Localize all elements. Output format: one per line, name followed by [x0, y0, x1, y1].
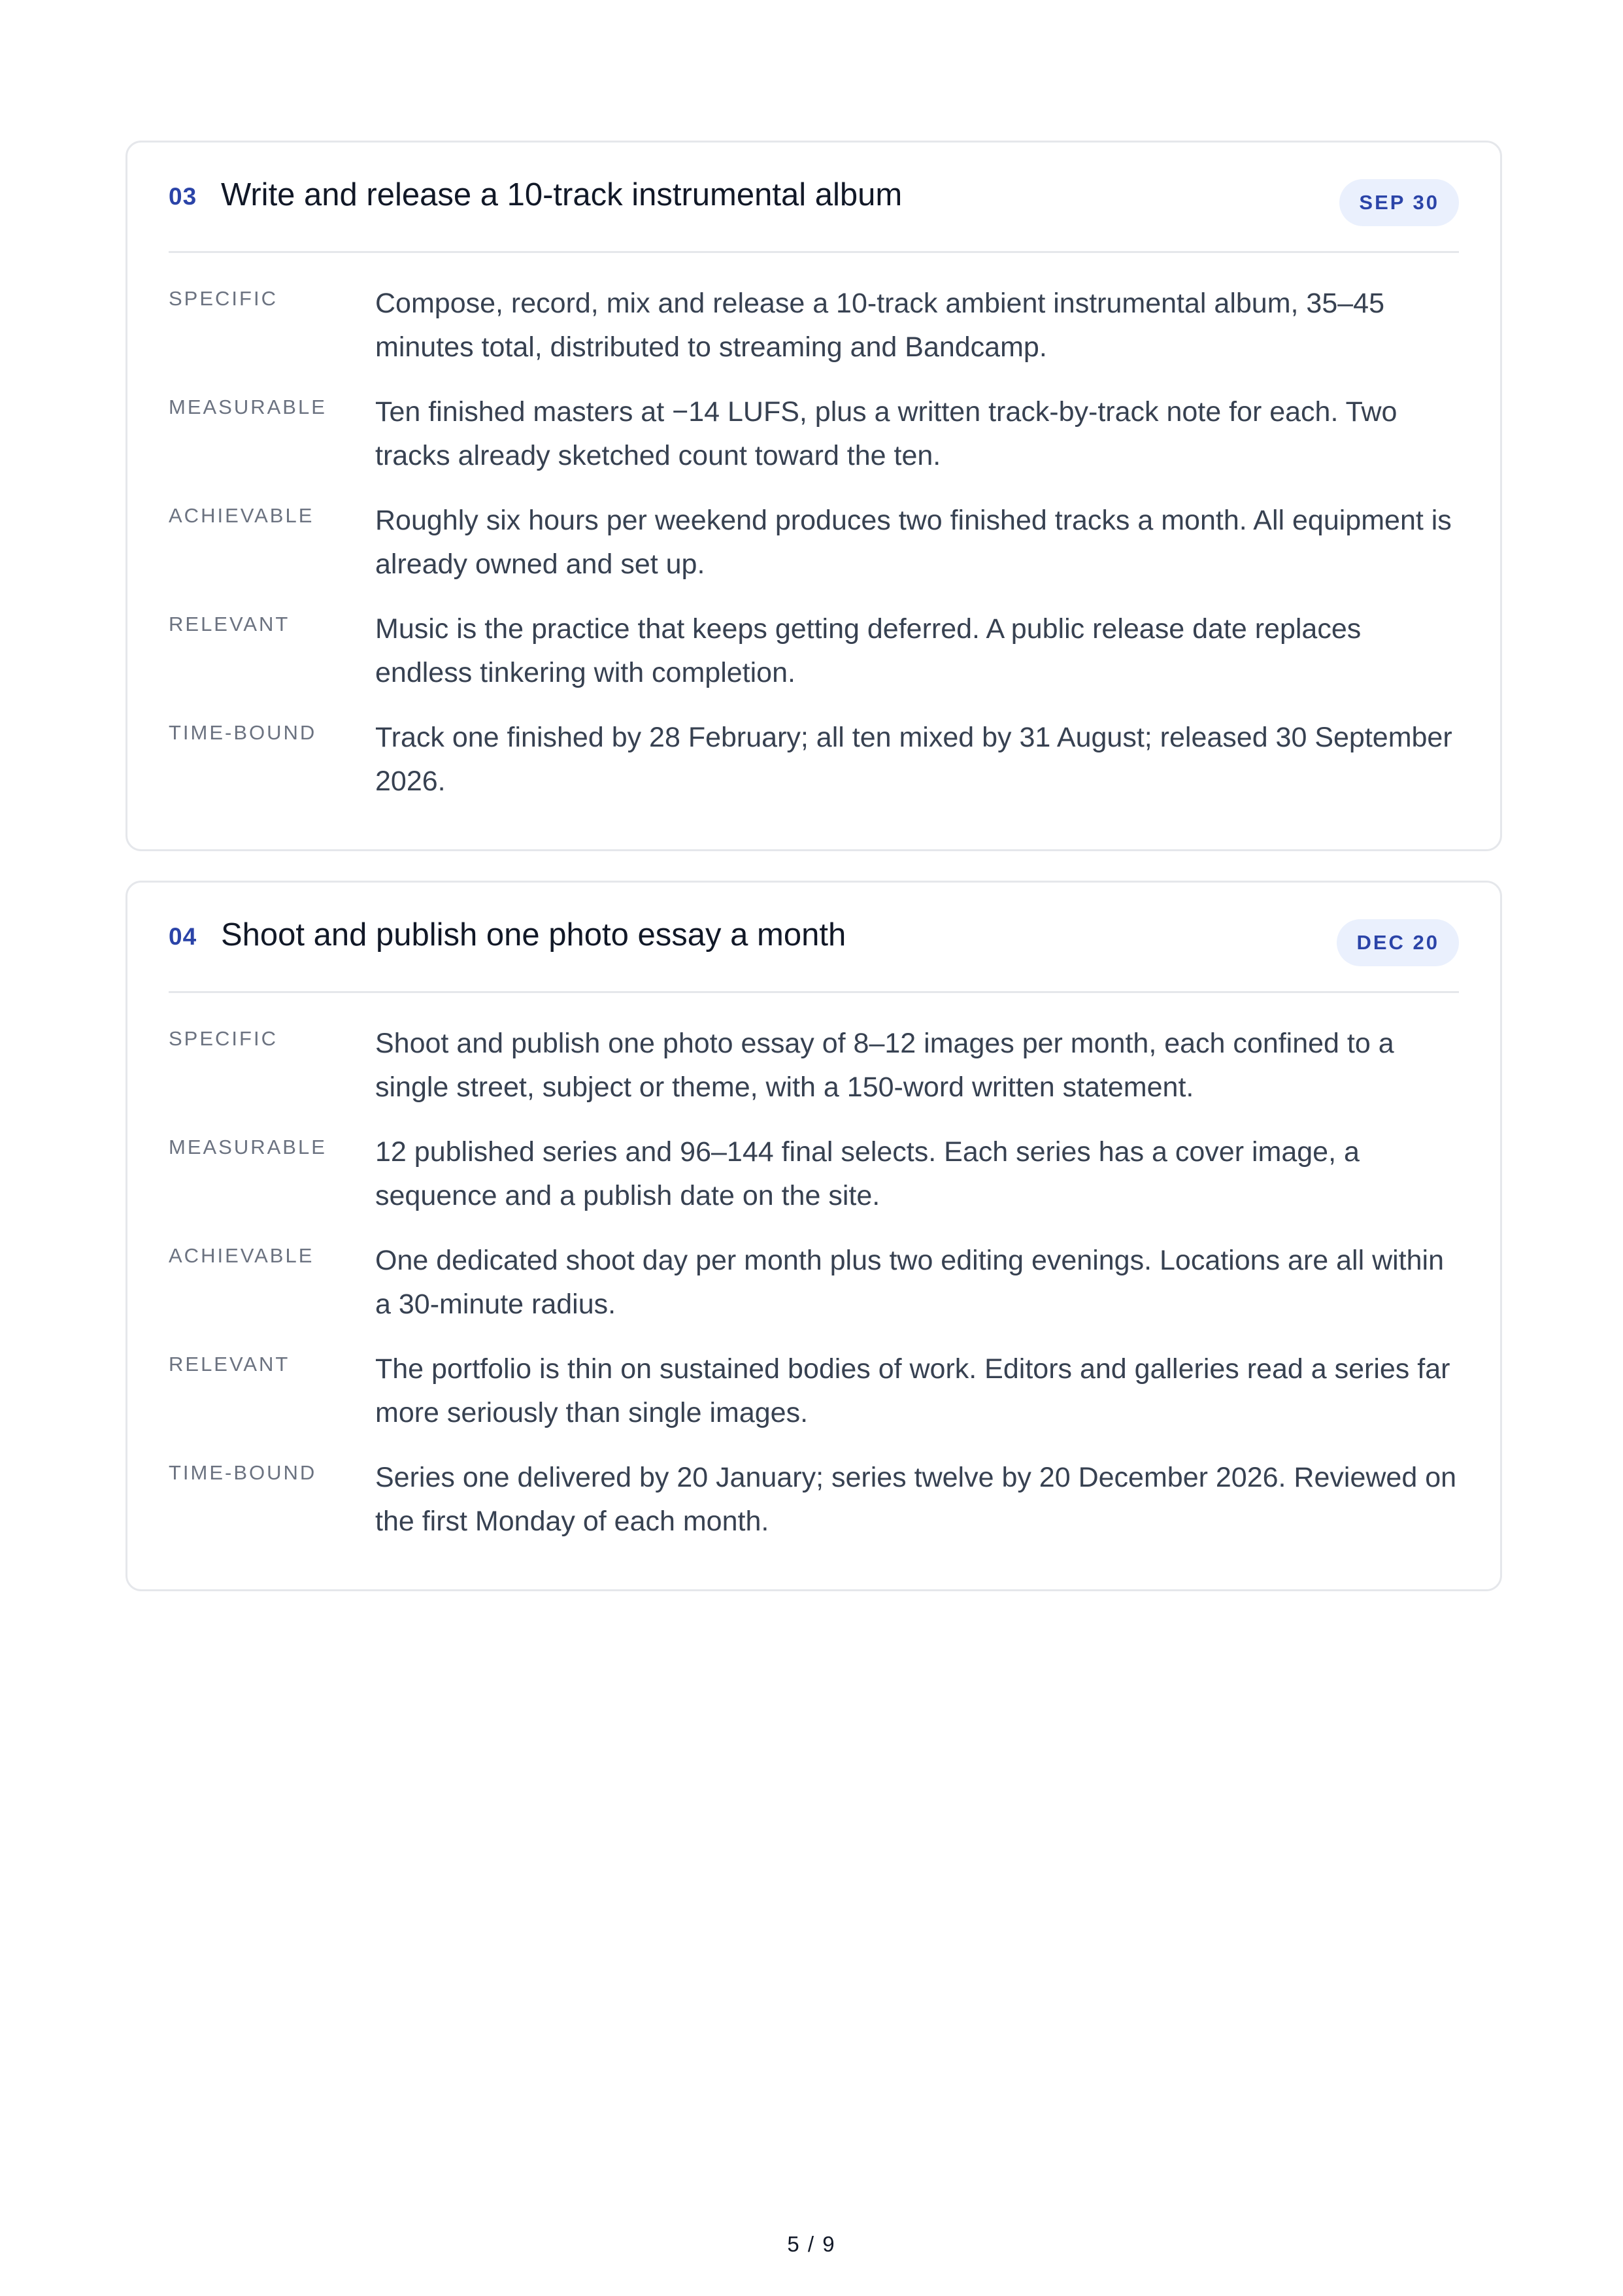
criterion-time-bound: [169, 716, 1459, 803]
criterion-label: MEASURABLE: [169, 396, 327, 418]
criterion-label: RELEVANT: [169, 1353, 290, 1376]
criterion-measurable: [169, 1130, 1459, 1218]
goal-title: Shoot and publish one photo essay a month: [221, 917, 846, 953]
criterion-label: MEASURABLE: [169, 1136, 327, 1158]
criterion-text: One dedicated shoot day per month plus two editing evenings. Locations are all within a 30-minute radius.: [375, 1245, 1445, 1320]
due-date-badge: DEC 20: [1337, 919, 1459, 966]
criterion-measurable: [169, 390, 1459, 478]
goal-title: Write and release a 10-track instrumental album: [221, 177, 903, 212]
criterion-text: The portfolio is thin on sustained bodies of work. Editors and galleries read a series far more seriously than single images.: [375, 1353, 1450, 1428]
criterion-label: ACHIEVABLE: [169, 1244, 314, 1267]
criterion-text: Track one finished by 28 February; all ten mixed by 31 August; released 30 September 2026.: [375, 722, 1452, 797]
criterion-label: ACHIEVABLE: [169, 504, 314, 527]
criterion-label: RELEVANT: [169, 613, 290, 635]
criterion-label: TIME-BOUND: [169, 1461, 317, 1484]
goal-number: 04: [169, 923, 197, 950]
criterion-text: Music is the practice that keeps getting deferred. A public release date replaces endless tinkering with completion.: [375, 613, 1362, 688]
page-number: 5 / 9: [787, 2232, 836, 2256]
goal-card-04: [125, 881, 1502, 1591]
smart-criteria-list: [169, 993, 1459, 1572]
criterion-text: Ten finished masters at −14 LUFS, plus a written track-by-track note for each. Two tracks already sketched count toward the ten.: [375, 396, 1397, 471]
goal-number: 03: [169, 183, 197, 210]
goal-header: [169, 883, 1459, 993]
smart-criteria-list: [169, 253, 1459, 832]
criterion-text: Compose, record, mix and release a 10-track ambient instrumental album, 35–45 minutes total, distributed to streaming and Bandcamp.: [375, 288, 1384, 363]
goal-header: [169, 143, 1459, 253]
criterion-specific: [169, 1022, 1459, 1109]
criterion-relevant: [169, 1347, 1459, 1435]
criterion-text: Shoot and publish one photo essay of 8–12 images per month, each confined to a single street, subject or theme, with a 150-word written statement.: [375, 1028, 1394, 1103]
criterion-text: 12 published series and 96–144 final selects. Each series has a cover image, a sequence and a publish date on the site.: [375, 1136, 1360, 1211]
criterion-label: SPECIFIC: [169, 1027, 278, 1050]
goal-card-03: [125, 141, 1502, 851]
due-date-badge: SEP 30: [1339, 179, 1459, 226]
criterion-text: Series one delivered by 20 January; series twelve by 20 December 2026. Reviewed on the first Monday of each month.: [375, 1462, 1457, 1537]
criterion-time-bound: [169, 1456, 1459, 1544]
criterion-achievable: [169, 499, 1459, 586]
criterion-text: Roughly six hours per weekend produces two finished tracks a month. All equipment is already owned and set up.: [375, 505, 1452, 580]
criterion-achievable: [169, 1239, 1459, 1326]
criterion-relevant: [169, 607, 1459, 695]
criterion-label: TIME-BOUND: [169, 721, 317, 744]
criterion-label: SPECIFIC: [169, 287, 278, 310]
criterion-specific: [169, 282, 1459, 369]
